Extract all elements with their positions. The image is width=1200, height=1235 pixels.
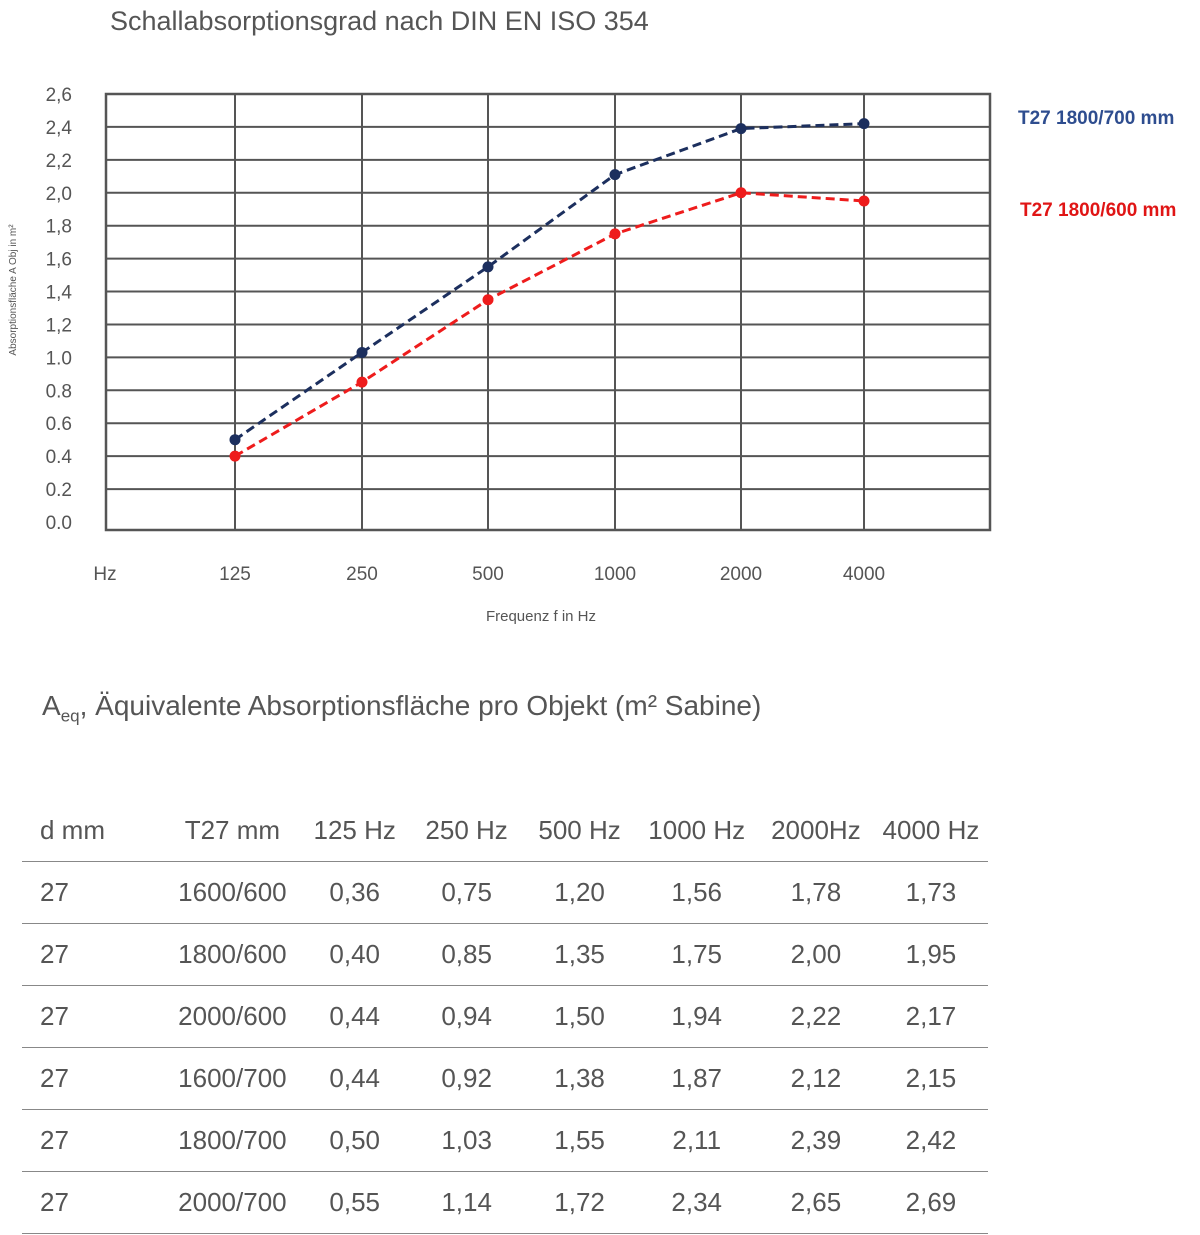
data-point-series-2 xyxy=(357,377,368,388)
table-row xyxy=(22,986,988,1048)
table-cell: 2,11 xyxy=(636,1110,758,1172)
y-tick-label: 1,6 xyxy=(45,249,72,271)
x-tick-label: 4000 xyxy=(842,564,886,585)
data-point-series-1 xyxy=(483,261,494,272)
data-point-series-2 xyxy=(483,294,494,305)
table-body xyxy=(22,862,988,1234)
table-cell: 1,72 xyxy=(524,1172,636,1234)
table-header-cell: 125 Hz xyxy=(300,800,410,862)
y-tick-label: 0.6 xyxy=(45,414,72,436)
table-header-cell: 1000 Hz xyxy=(636,800,758,862)
y-tick-label: 1,8 xyxy=(45,216,72,238)
table-cell: 1800/700 xyxy=(165,1110,300,1172)
table-cell: 1,87 xyxy=(636,1048,758,1110)
x-tick-label: 250 xyxy=(346,564,378,585)
y-axis-title: Absorptionsfläche A Obj in m² xyxy=(8,224,19,356)
table-cell: 2,15 xyxy=(874,1048,988,1110)
table-title-main: A xyxy=(42,690,61,721)
y-tick-label: 1,4 xyxy=(45,282,72,304)
table-cell: 0,94 xyxy=(410,986,524,1048)
table-header-cell: T27 mm xyxy=(165,800,300,862)
x-tick-label: 125 xyxy=(219,564,251,585)
table-cell: 1,75 xyxy=(636,924,758,986)
table-cell: 1,95 xyxy=(874,924,988,986)
table-cell: 2,42 xyxy=(874,1110,988,1172)
data-point-series-2 xyxy=(736,187,747,198)
table-cell: 0,55 xyxy=(300,1172,410,1234)
y-tick-label: 2,2 xyxy=(45,150,72,172)
table-cell: 0,44 xyxy=(300,1048,410,1110)
data-point-series-1 xyxy=(610,169,621,180)
table-header-cell: 4000 Hz xyxy=(874,800,988,862)
table-title xyxy=(42,690,761,727)
table-cell: 1,55 xyxy=(524,1110,636,1172)
table-cell: 2000/600 xyxy=(165,986,300,1048)
table-row xyxy=(22,862,988,924)
x-axis-unit-label: Hz xyxy=(93,564,117,585)
x-tick-label: 1000 xyxy=(593,564,637,585)
table-cell: 0,50 xyxy=(300,1110,410,1172)
data-point-series-1 xyxy=(357,347,368,358)
table-header-cell: d mm xyxy=(22,800,165,862)
x-axis-ticks xyxy=(219,564,885,585)
table-title-subscript: eq xyxy=(60,706,80,726)
table-header-cell: 250 Hz xyxy=(410,800,524,862)
table-cell: 1,20 xyxy=(524,862,636,924)
table-title-rest: , Äquivalente Absorptionsfläche pro Objekt (m² Sabine) xyxy=(79,690,762,721)
data-point-series-1 xyxy=(736,123,747,134)
table-header-cell: 2000Hz xyxy=(758,800,874,862)
table-cell: 1,03 xyxy=(410,1110,524,1172)
table-cell: 2,17 xyxy=(874,986,988,1048)
table-header-cell: 500 Hz xyxy=(524,800,636,862)
y-tick-label: 2,6 xyxy=(45,85,72,106)
y-tick-label: 2,4 xyxy=(45,117,72,139)
table-cell: 27 xyxy=(22,1172,165,1234)
table-cell: 27 xyxy=(22,1048,165,1110)
table-cell: 1,56 xyxy=(636,862,758,924)
table-cell: 2,12 xyxy=(758,1048,874,1110)
table-cell: 1600/600 xyxy=(165,862,300,924)
chart-title: Schallabsorptionsgrad nach DIN EN ISO 354 xyxy=(110,6,649,36)
y-tick-label: 0.0 xyxy=(45,513,72,534)
data-point-series-2 xyxy=(859,196,870,207)
absorption-table xyxy=(22,800,988,1234)
table-cell: 2,39 xyxy=(758,1110,874,1172)
x-axis-title: Frequenz f in Hz xyxy=(485,608,597,625)
table-cell: 1,14 xyxy=(410,1172,524,1234)
y-tick-label: 1.0 xyxy=(45,348,72,370)
table-cell: 2,34 xyxy=(636,1172,758,1234)
y-tick-label: 0.2 xyxy=(45,480,72,502)
table-row xyxy=(22,1172,988,1234)
chart-grid xyxy=(106,94,990,530)
y-tick-label: 0.8 xyxy=(45,381,72,403)
x-tick-label: 2000 xyxy=(719,564,763,585)
y-tick-label: 1,2 xyxy=(45,315,72,337)
legend-label-series-2: T27 1800/600 mm xyxy=(1020,200,1177,221)
table-cell: 27 xyxy=(22,1110,165,1172)
table-cell: 1,94 xyxy=(636,986,758,1048)
table-row xyxy=(22,1048,988,1110)
table-cell: 1,38 xyxy=(524,1048,636,1110)
chart-series xyxy=(230,118,870,462)
y-tick-label: 2,0 xyxy=(45,183,72,205)
table-cell: 0,85 xyxy=(410,924,524,986)
table-cell: 1,35 xyxy=(524,924,636,986)
table-cell: 1,73 xyxy=(874,862,988,924)
table-cell: 0,75 xyxy=(410,862,524,924)
data-point-series-1 xyxy=(230,434,241,445)
table-row xyxy=(22,1110,988,1172)
table-cell: 27 xyxy=(22,924,165,986)
table-cell: 2,69 xyxy=(874,1172,988,1234)
table-cell: 1,50 xyxy=(524,986,636,1048)
x-tick-label: 500 xyxy=(472,564,504,585)
table-cell: 1800/600 xyxy=(165,924,300,986)
y-axis-ticks xyxy=(46,85,73,534)
legend-label-series-1: T27 1800/700 mm xyxy=(1018,108,1175,129)
table-cell: 1,78 xyxy=(758,862,874,924)
table-cell: 2,22 xyxy=(758,986,874,1048)
table-cell: 1600/700 xyxy=(165,1048,300,1110)
table-cell: 2,65 xyxy=(758,1172,874,1234)
table-row xyxy=(22,924,988,986)
table-header-row xyxy=(22,800,988,862)
data-point-series-1 xyxy=(859,118,870,129)
table-cell: 0,40 xyxy=(300,924,410,986)
table-cell: 0,36 xyxy=(300,862,410,924)
series-line-1 xyxy=(235,124,864,440)
table-cell: 2,00 xyxy=(758,924,874,986)
table-cell: 27 xyxy=(22,986,165,1048)
table-cell: 0,44 xyxy=(300,986,410,1048)
data-point-series-2 xyxy=(610,228,621,239)
data-point-series-2 xyxy=(230,451,241,462)
y-tick-label: 0.4 xyxy=(45,447,72,469)
table-cell: 27 xyxy=(22,862,165,924)
table-cell: 0,92 xyxy=(410,1048,524,1110)
table-cell: 2000/700 xyxy=(165,1172,300,1234)
